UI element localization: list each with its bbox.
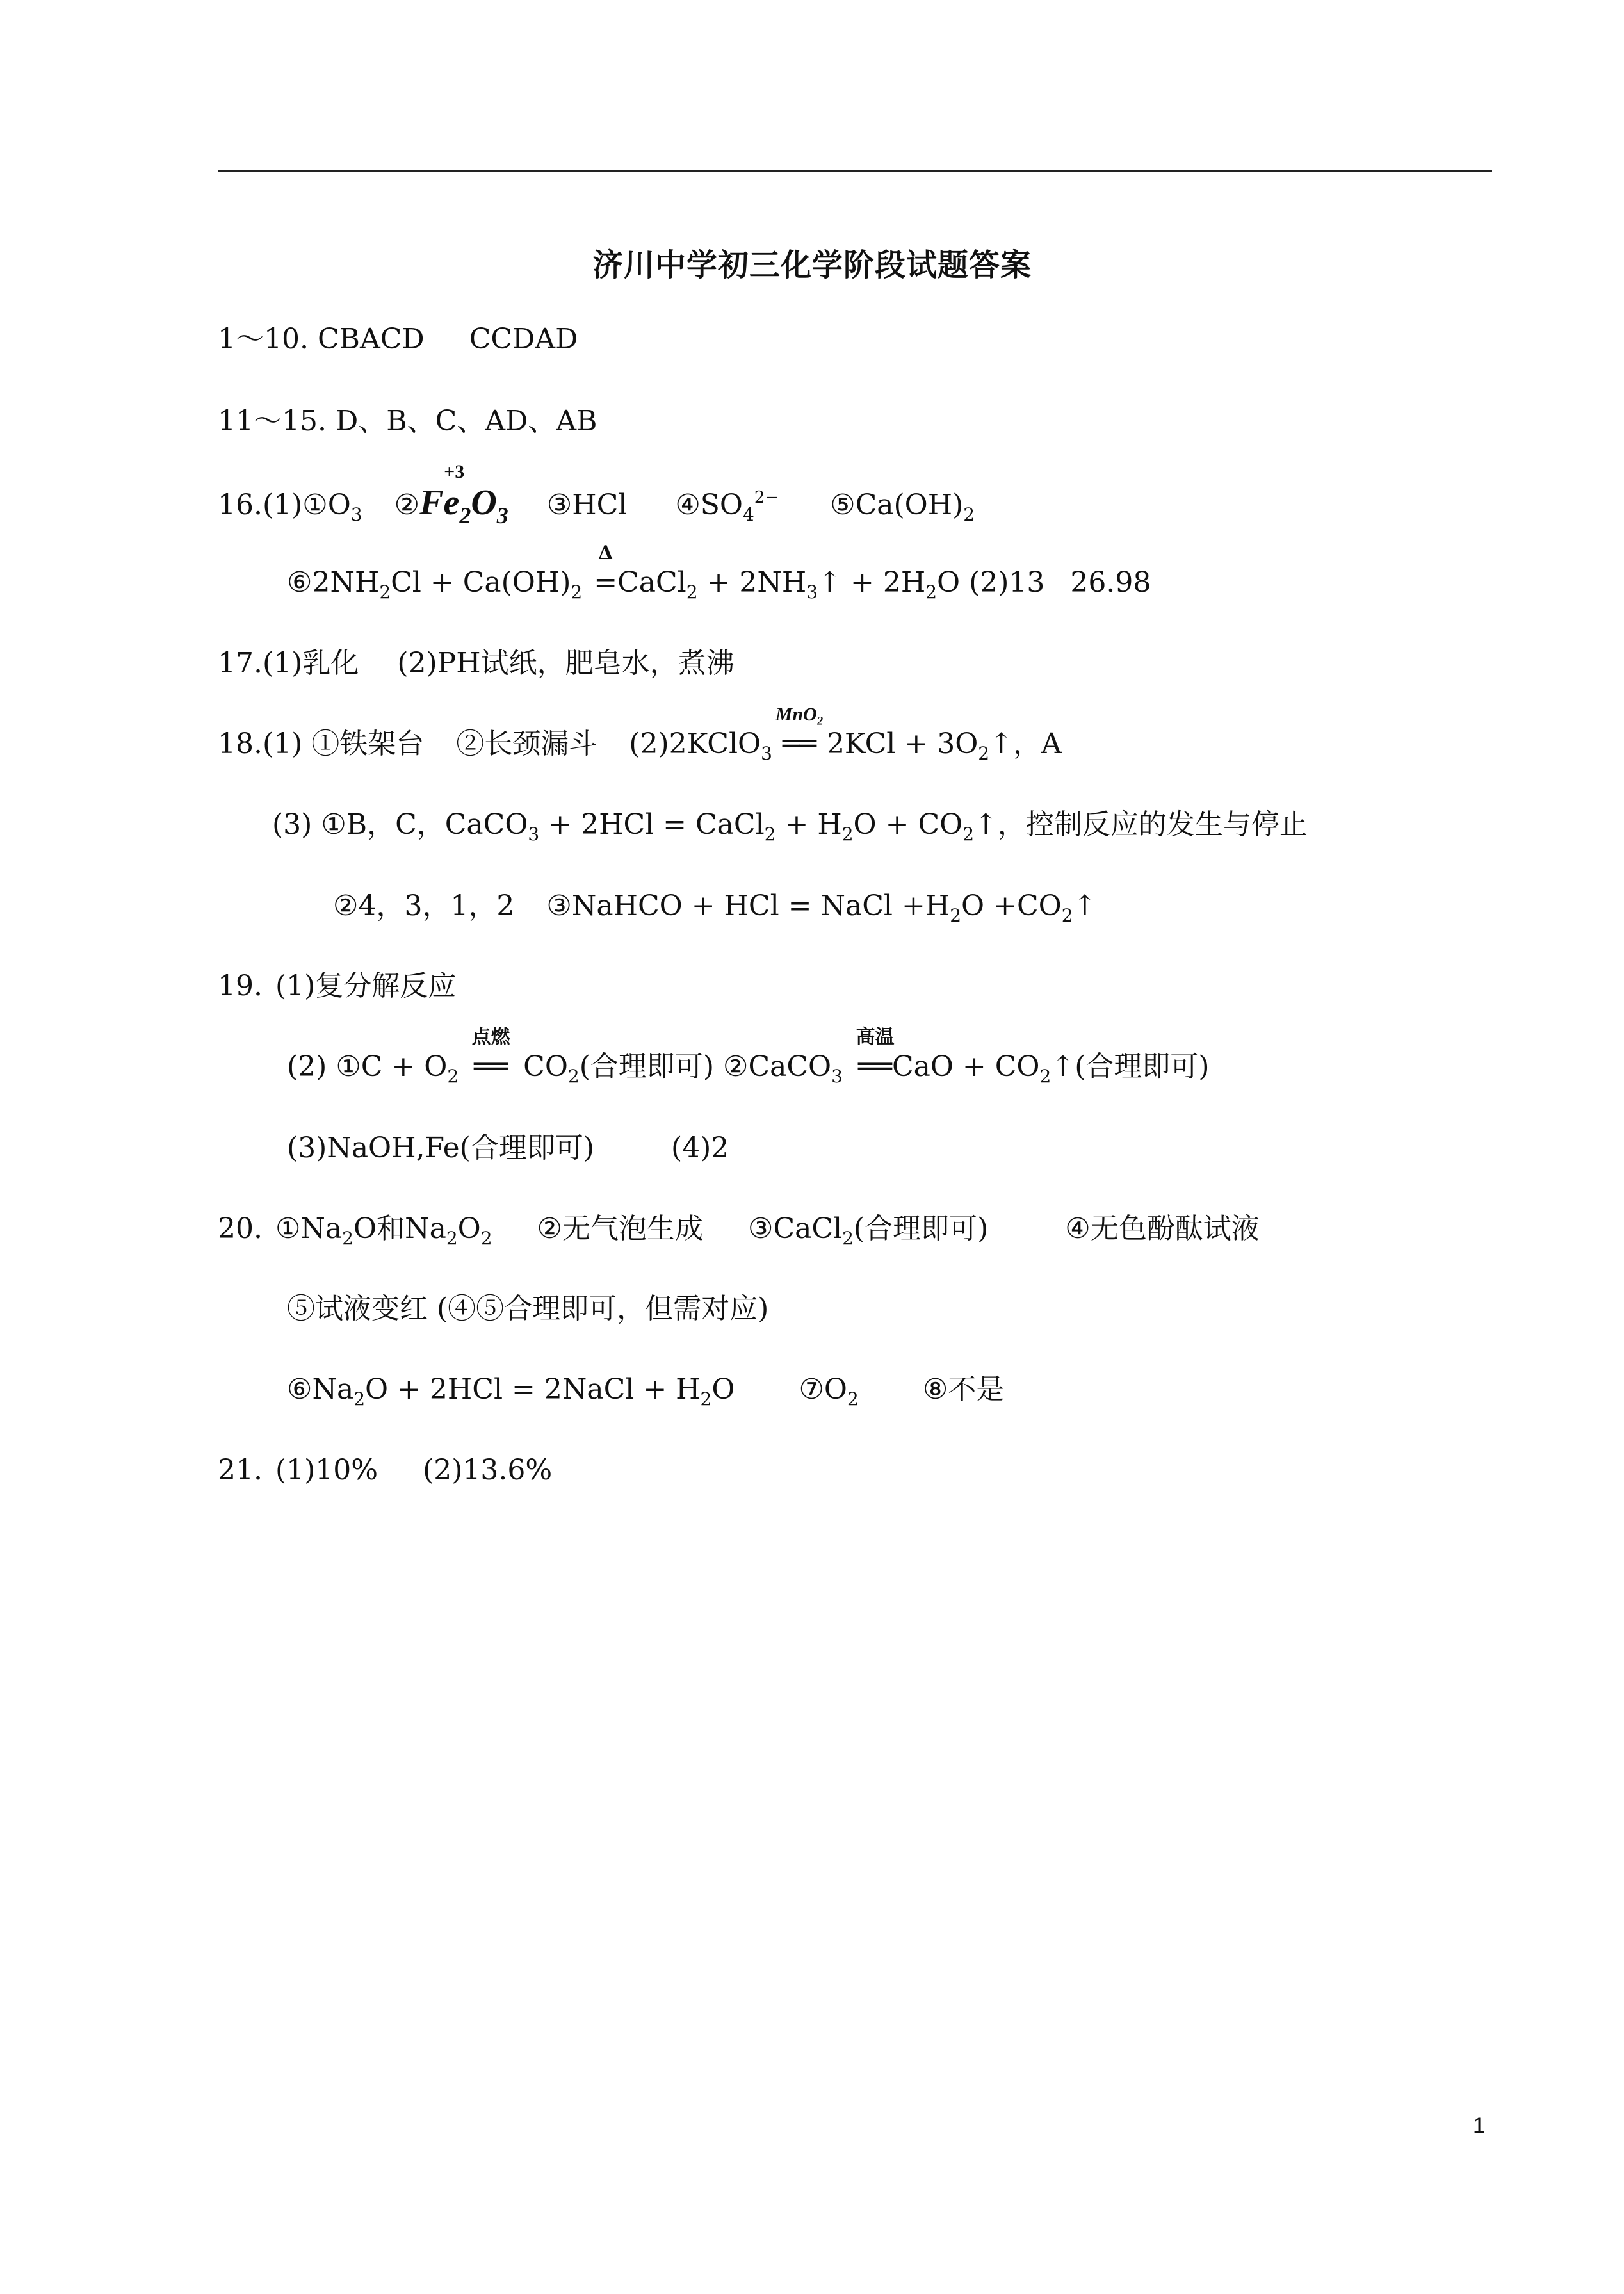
- question-label: 18.: [218, 728, 263, 760]
- subscript: 2: [963, 504, 975, 525]
- superscript: 2−: [754, 488, 779, 507]
- answer-text: ↑，控制反应的发生与停止: [974, 808, 1308, 841]
- reaction-condition: 高温: [856, 1026, 895, 1048]
- answer-text: ③NaHCO + HCl = NaCl +H: [546, 890, 950, 922]
- subscript: 2: [459, 503, 471, 528]
- answer-line-19-part2: [287, 1026, 1210, 1087]
- answer-text: O +CO: [961, 890, 1062, 922]
- subscript: 3: [528, 824, 540, 845]
- answer-text: (1)10%: [275, 1454, 378, 1486]
- subscript: 2: [841, 824, 854, 845]
- answer-line-19: [218, 967, 456, 1005]
- answer-text: ⑧不是: [922, 1373, 1005, 1406]
- equals-sign: ══: [782, 728, 816, 760]
- answer-text: ④SO: [675, 489, 743, 521]
- subscript: 2: [1039, 1066, 1052, 1087]
- subscript: 2: [925, 582, 938, 603]
- subscript: 2: [480, 1228, 492, 1249]
- answer-line-20-part3: [287, 1371, 1004, 1409]
- answer-text: CaCl: [617, 566, 686, 599]
- subscript: 3: [806, 582, 818, 603]
- subscript: 2: [342, 1228, 353, 1249]
- subscript: 2: [571, 582, 583, 603]
- answer-text: ⑥2NH: [287, 566, 380, 599]
- answer-text: O + 2HCl = 2NaCl + H: [365, 1373, 701, 1406]
- answer-set-1: CBACD: [317, 323, 425, 355]
- question-label: 16.: [218, 489, 263, 521]
- answer-text: O: [457, 1212, 481, 1245]
- subscript: 2: [447, 1066, 459, 1087]
- answer-text: CaO + CO: [891, 1050, 1040, 1083]
- answer-line-16-equation: [287, 542, 1151, 603]
- subscript: 2: [1061, 905, 1073, 926]
- reaction-condition: MnO₂: [775, 704, 824, 725]
- question-label: 21.: [218, 1454, 263, 1486]
- subscript: 2: [353, 1388, 366, 1410]
- subscript: 2: [567, 1066, 580, 1087]
- question-label: 17.: [218, 647, 263, 679]
- answer-text: ②4，3，1，2: [333, 890, 515, 922]
- answer-text: ↑(合理即可): [1051, 1050, 1210, 1083]
- answer-text: ②: [394, 489, 420, 521]
- answer-text: + 2HCl = CaCl: [539, 808, 765, 841]
- answer-text: ⑦O: [799, 1373, 847, 1406]
- answer-text: (2)2KClO: [629, 728, 761, 760]
- answer-line-20-part2: [287, 1290, 768, 1328]
- subscript: 3: [350, 504, 362, 525]
- equals-sign: ══: [474, 1050, 508, 1083]
- subscript: 2: [764, 824, 776, 845]
- subscript: 2: [978, 743, 990, 764]
- answer-text: (1)复分解反应: [275, 970, 457, 1002]
- answer-text: (合理即可) ②CaCO: [579, 1050, 832, 1083]
- answer-text: ②无气泡生成: [537, 1212, 703, 1245]
- answer-text: O (2)13: [937, 566, 1045, 599]
- reaction-condition: 点燃: [471, 1026, 510, 1048]
- equals-sign: =: [594, 566, 618, 599]
- answer-text: (4)2: [670, 1132, 729, 1164]
- subscript: 2: [842, 1228, 854, 1249]
- question-label: 11～15.: [218, 405, 327, 437]
- reaction-arrow: [471, 1026, 510, 1086]
- answer-line-18-part3: [272, 806, 1308, 844]
- answer-line-11-15: [218, 402, 597, 441]
- subscript: 3: [496, 503, 508, 528]
- element-symbol: Fe: [419, 483, 460, 523]
- subscript: 3: [761, 743, 772, 764]
- question-label: 19.: [218, 970, 263, 1002]
- answer-text: (2)13.6%: [423, 1454, 553, 1486]
- answer-text: (2)PH试纸，肥皂水，煮沸: [397, 647, 735, 679]
- answer-line-1-10: [218, 320, 578, 359]
- equals-sign: ══: [857, 1050, 892, 1083]
- fe2o3-formula: [419, 461, 508, 528]
- answer-text: ↑: [1073, 890, 1097, 922]
- answer-text: (合理即可): [853, 1212, 989, 1245]
- page-title: 济川中学初三化学阶段试题答案: [592, 247, 1032, 283]
- answer-text: (1)①O: [262, 489, 351, 521]
- answer-line-18-part3b: [333, 887, 1096, 925]
- subscript: 4: [743, 504, 754, 525]
- answer-text: ↑，A: [989, 728, 1062, 760]
- subscript: 2: [962, 824, 975, 845]
- reaction-arrow: [856, 1026, 895, 1086]
- answer-text: (1) ①铁架台: [262, 728, 425, 760]
- answer-text: ③HCl: [546, 489, 628, 521]
- question-label: 1～10.: [218, 323, 309, 355]
- answer-text: ②长颈漏斗: [456, 728, 597, 760]
- subscript: 2: [700, 1388, 712, 1410]
- reaction-arrow: [594, 542, 618, 602]
- answer-text: Cl + Ca(OH): [391, 566, 571, 599]
- subscript: 2: [847, 1388, 859, 1410]
- answer-text: ①Na: [275, 1212, 343, 1245]
- answer-line-16: [218, 461, 975, 528]
- answer-set-2: CCDAD: [469, 323, 578, 355]
- reaction-arrow: [775, 704, 824, 763]
- header-rule: [218, 170, 1492, 172]
- answer-text: ④无色酚酞试液: [1065, 1212, 1260, 1245]
- answer-line-21: [218, 1451, 552, 1490]
- answer-text: 26.98: [1070, 566, 1151, 599]
- answer-text: ⑥Na: [287, 1373, 354, 1406]
- answer-line-18: [218, 704, 1062, 764]
- answer-text: O: [711, 1373, 735, 1406]
- subscript: 3: [831, 1066, 843, 1087]
- answer-line-17: [218, 644, 735, 683]
- question-label: 20.: [218, 1212, 263, 1245]
- answer-text: O + CO: [853, 808, 963, 841]
- answer-text: ③CaCl: [748, 1212, 843, 1245]
- answer-text: + 2NH: [697, 566, 807, 599]
- answer-line-20: [218, 1210, 1260, 1248]
- answer-line-19-part3: [287, 1129, 729, 1167]
- answer-text: O和Na: [353, 1212, 446, 1245]
- subscript: 2: [446, 1228, 458, 1249]
- valence-label: +3: [444, 461, 465, 482]
- answer-text: (3) ①B，C，CaCO: [272, 808, 528, 841]
- subscript: 2: [686, 582, 698, 603]
- answer-text: (3)NaOH,Fe(合理即可): [287, 1132, 594, 1164]
- element-symbol: O: [471, 483, 497, 523]
- answer-text: (1)乳化: [262, 647, 359, 679]
- answer-text: CO: [523, 1050, 568, 1083]
- answer-text: (2) ①C + O: [287, 1050, 448, 1083]
- page-number: 1: [1473, 2113, 1485, 2138]
- answer-text: ⑤试液变红 (④⑤合理即可，但需对应): [287, 1292, 769, 1325]
- answer-text: + H: [775, 808, 842, 841]
- reaction-condition: Δ: [598, 542, 613, 564]
- subscript: 2: [379, 582, 391, 603]
- answer-text: D、B、C、AD、AB: [335, 405, 597, 437]
- answer-text: 2KCl + 3O: [826, 728, 978, 760]
- answer-text: ↑ + 2H: [818, 566, 926, 599]
- answer-text: ⑤Ca(OH): [830, 489, 964, 521]
- subscript: 2: [950, 905, 962, 926]
